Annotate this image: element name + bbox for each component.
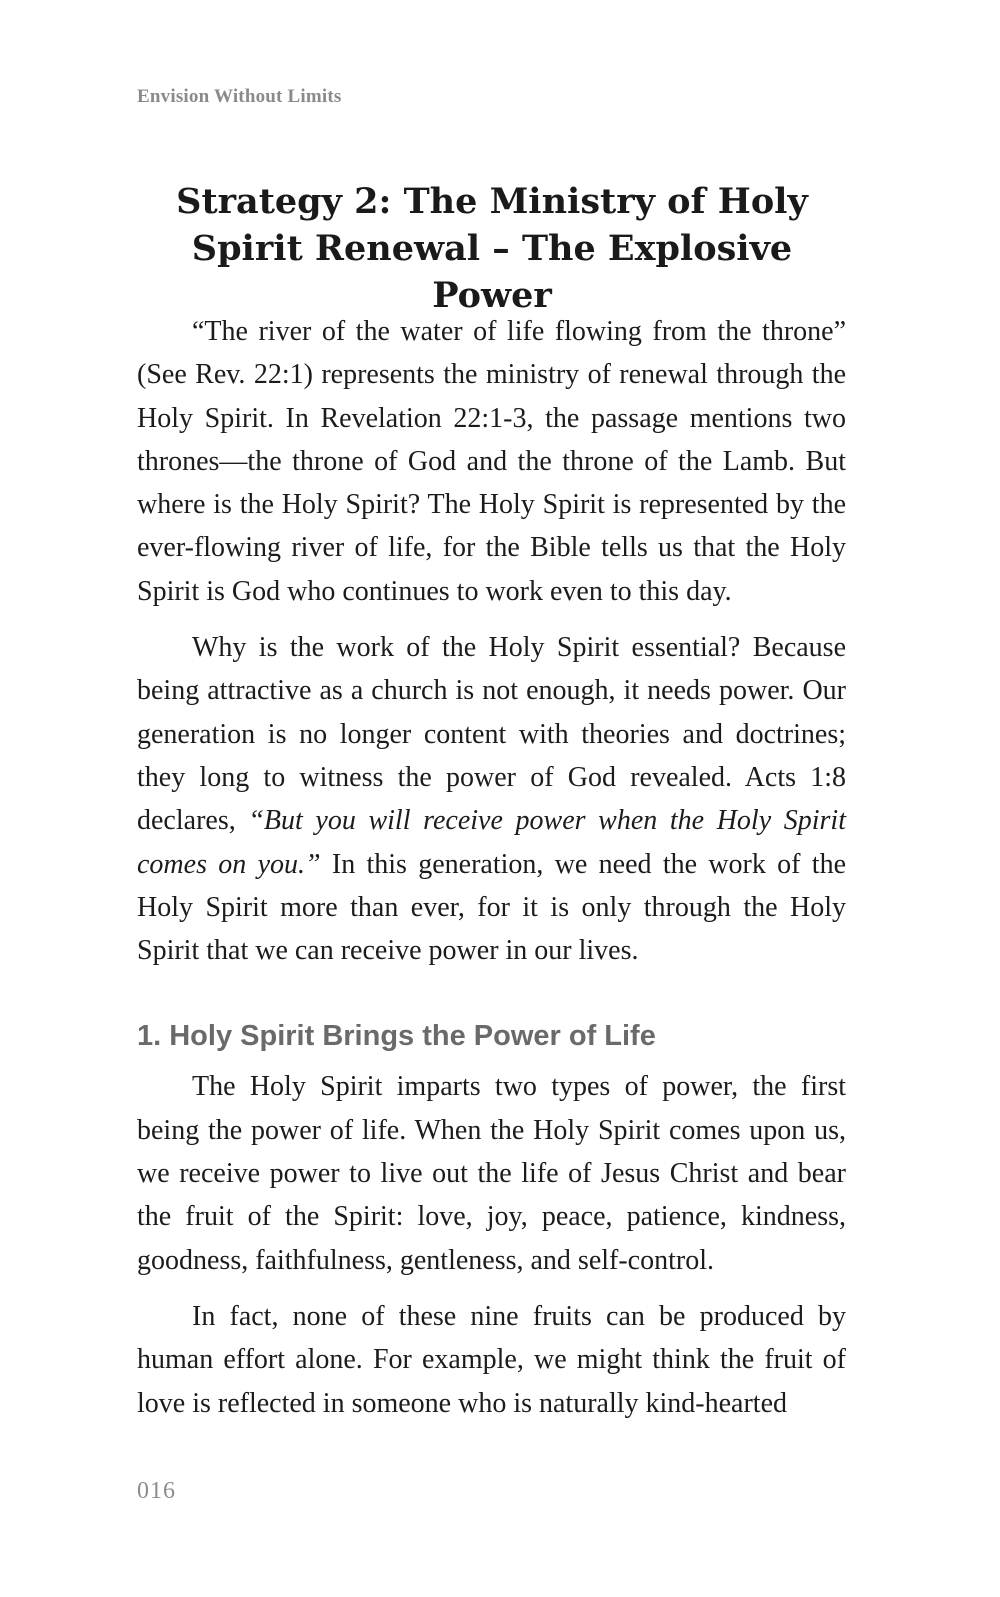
chapter-title-line-2: Spirit Renewal – The Explosive Power (191, 228, 793, 316)
chapter-title-line-1: Strategy 2: The Ministry of Holy (176, 181, 808, 222)
paragraph-nine-fruits: In fact, none of these nine fruits can be produced by human effort alone. For example, we might think the fruit of love is reflected in someone who is naturally kind-hearted (137, 1300, 846, 1419)
running-header: Envision Without Limits (137, 86, 342, 107)
chapter-title (137, 178, 847, 319)
page-number: 016 (137, 1478, 176, 1504)
body-text (137, 310, 846, 1438)
paragraph-text: In this generation, we need the work of the Holy Spirit more than ever, for it is only through the Holy Spirit that we can receive power in our lives. (137, 848, 846, 967)
paragraph-power-of-life: The Holy Spirit imparts two types of power, the first being the power of life. When the Holy Spirit comes upon us, we receive power to live out the life of Jesus Christ and bear the fruit of the Spirit: love, joy, peace, patience, kindness, goodness, faithfulness, gentleness, and self-control. (137, 1071, 846, 1276)
paragraph-river-of-life: “The river of the water of life flowing from the throne” (See Rev. 22:1) represents the ministry of renewal through the Holy Spirit. In Revelation 22:1-3, the passage mentions two thrones—the throne of God and the throne of the Lamb. But where is the Holy Spirit? The Holy Spirit is represented by the ever-flowing river of life, for the Bible tells us that the Holy Spirit is God who continues to work even to this day. (137, 316, 846, 607)
section-heading: 1. Holy Spirit Brings the Power of Life (137, 1020, 656, 1053)
scripture-quote-acts: “But you will receive power when the Holy Spirit comes on you.” (137, 805, 846, 880)
paragraph-text: Why is the work of the Holy Spirit essential? Because being attractive as a church is not enough, it needs power. Our generation is no longer content with theories and doctrines; they long to witness the power of God revealed. Acts 1:8 declares, (137, 632, 846, 837)
paragraph-work-of-holy-spirit (137, 626, 846, 972)
